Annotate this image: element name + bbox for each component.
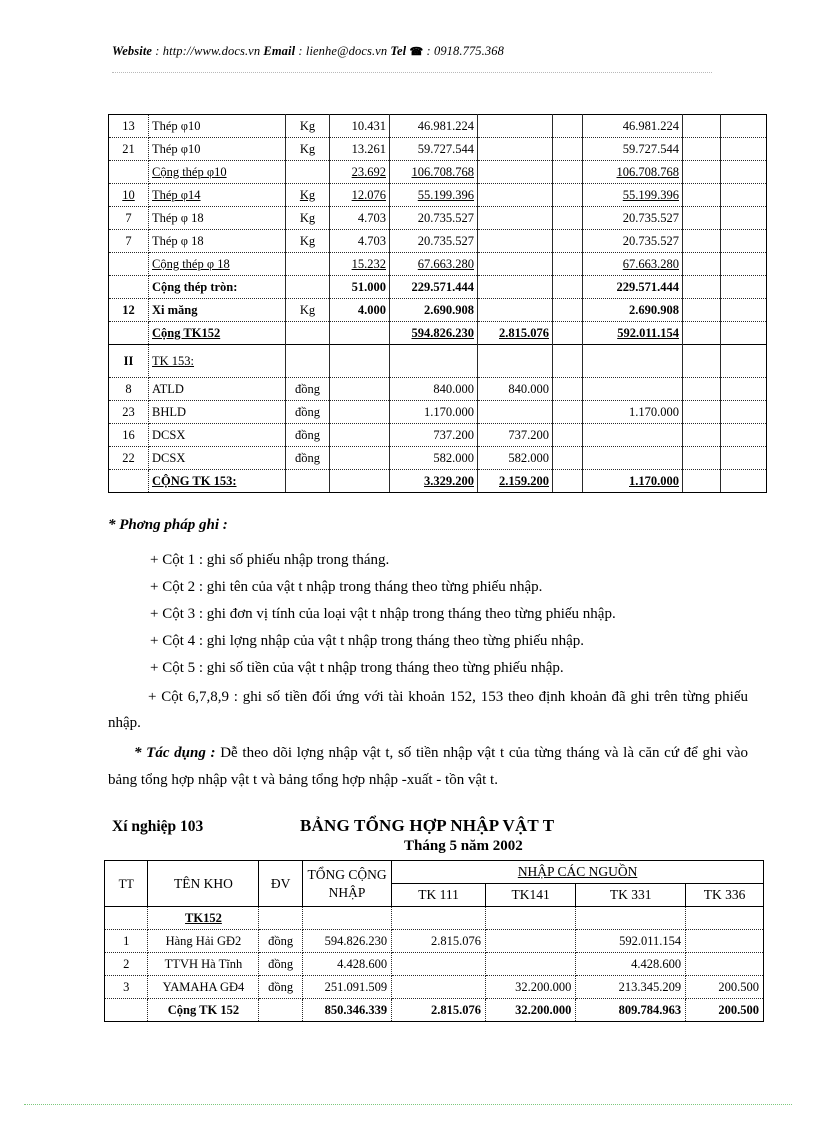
cell-col6 bbox=[478, 207, 553, 230]
table-row bbox=[109, 401, 767, 424]
method-paragraph bbox=[108, 684, 748, 736]
cell-col9 bbox=[683, 115, 721, 138]
cell-tt: 2 bbox=[105, 953, 148, 976]
cell-col6 bbox=[478, 401, 553, 424]
bullet-col-3: + Cột 3 : ghi đơn vị tính của loại vật t nhập trong tháng theo từng phiếu nhập. bbox=[150, 606, 616, 622]
cell-col6 bbox=[478, 184, 553, 207]
header-tk331: TK 331 bbox=[576, 884, 686, 907]
cell-col8: 106.708.768 bbox=[583, 161, 683, 184]
cell-col9 bbox=[683, 207, 721, 230]
group-label-row bbox=[105, 907, 764, 930]
usage-paragraph bbox=[108, 740, 748, 794]
cell-quantity bbox=[330, 447, 390, 470]
cell-amount: 840.000 bbox=[390, 378, 478, 401]
cell-material-name: DCSX bbox=[149, 424, 286, 447]
cell-col8: 46.981.224 bbox=[583, 115, 683, 138]
cell-unit: Kg bbox=[286, 184, 330, 207]
tel-separator: : bbox=[423, 44, 434, 58]
table-row bbox=[105, 930, 764, 953]
table-row bbox=[109, 161, 767, 184]
cell-col6: 582.000 bbox=[478, 447, 553, 470]
summary-table-head bbox=[105, 861, 764, 907]
cell-total: 251.091.509 bbox=[302, 976, 391, 999]
bullet-col-1: + Cột 1 : ghi số phiếu nhập trong tháng. bbox=[150, 552, 390, 568]
cell-amount: 1.170.000 bbox=[390, 401, 478, 424]
cell-col9 bbox=[683, 378, 721, 401]
cell-quantity bbox=[330, 345, 390, 378]
cell-col7 bbox=[553, 424, 583, 447]
cell-col8: 59.727.544 bbox=[583, 138, 683, 161]
cell-col8: 1.170.000 bbox=[583, 470, 683, 493]
cell-material-name: Thép φ14 bbox=[149, 184, 286, 207]
cell-material-name: Thép φ 18 bbox=[149, 207, 286, 230]
cell-amount: 594.826.230 bbox=[390, 322, 478, 345]
website-url: http://www.docs.vn bbox=[162, 44, 261, 58]
cell-row-id: 13 bbox=[109, 115, 149, 138]
method-heading: * Phơng pháp ghi : bbox=[108, 517, 228, 533]
cell-quantity: 4.703 bbox=[330, 207, 390, 230]
cell-col6 bbox=[478, 299, 553, 322]
cell-col10 bbox=[721, 401, 767, 424]
footer-divider bbox=[24, 1104, 792, 1105]
cell-col7 bbox=[553, 184, 583, 207]
cell-empty bbox=[686, 907, 764, 930]
cell-col7 bbox=[553, 345, 583, 378]
cell-col6 bbox=[478, 230, 553, 253]
cell-col10 bbox=[721, 322, 767, 345]
header-total bbox=[302, 861, 391, 907]
table-row bbox=[109, 345, 767, 378]
header-total-line2: NHẬP bbox=[328, 884, 366, 900]
cell-quantity: 4.000 bbox=[330, 299, 390, 322]
summary-table-container bbox=[104, 860, 764, 1022]
cell-unit: đồng bbox=[259, 930, 302, 953]
cell-amount: 229.571.444 bbox=[390, 276, 478, 299]
cell-col10 bbox=[721, 447, 767, 470]
cell-col9 bbox=[683, 470, 721, 493]
cell-quantity: 10.431 bbox=[330, 115, 390, 138]
table-row bbox=[109, 207, 767, 230]
report-subtitle: Tháng 5 năm 2002 bbox=[404, 838, 523, 854]
cell-material-name: Cộng thép φ10 bbox=[149, 161, 286, 184]
cell-col7 bbox=[553, 299, 583, 322]
cell-material-name: CỘNG TK 153: bbox=[149, 470, 286, 493]
cell-empty bbox=[485, 907, 575, 930]
header-total-line1: TỔNG CỘNG bbox=[307, 866, 387, 882]
total-total: 850.346.339 bbox=[302, 999, 391, 1022]
cell-col9 bbox=[683, 138, 721, 161]
cell-col9 bbox=[683, 447, 721, 470]
summary-header-row-1 bbox=[105, 861, 764, 884]
cell-material-name: ATLD bbox=[149, 378, 286, 401]
cell-col7 bbox=[553, 207, 583, 230]
cell-col8: 2.690.908 bbox=[583, 299, 683, 322]
cell-total: 4.428.600 bbox=[302, 953, 391, 976]
cell-col8 bbox=[583, 345, 683, 378]
cell-col6: 2.815.076 bbox=[478, 322, 553, 345]
cell-material-name: Thép φ10 bbox=[149, 138, 286, 161]
header-tk141: TK141 bbox=[485, 884, 575, 907]
telephone-icon: ☎ bbox=[409, 46, 424, 58]
cell-amount: 582.000 bbox=[390, 447, 478, 470]
summary-total-row bbox=[105, 999, 764, 1022]
cell-col7 bbox=[553, 115, 583, 138]
cell-row-id: 16 bbox=[109, 424, 149, 447]
cell-col7 bbox=[553, 322, 583, 345]
cell-col9 bbox=[683, 276, 721, 299]
cell-row-id: 23 bbox=[109, 401, 149, 424]
cell-col7 bbox=[553, 276, 583, 299]
cell-row-id: 12 bbox=[109, 299, 149, 322]
cell-col8: 592.011.154 bbox=[583, 322, 683, 345]
bullet-col-4: + Cột 4 : ghi lợng nhập của vật t nhập trong tháng theo từng phiếu nhập. bbox=[150, 633, 585, 649]
cell-tk336: 200.500 bbox=[686, 976, 764, 999]
cell-col10 bbox=[721, 115, 767, 138]
cell-tk111 bbox=[392, 953, 486, 976]
cell-amount: 59.727.544 bbox=[390, 138, 478, 161]
cell-amount: 20.735.527 bbox=[390, 230, 478, 253]
cell-material-name: Cộng TK152 bbox=[149, 322, 286, 345]
table-row bbox=[109, 470, 767, 493]
cell-col7 bbox=[553, 253, 583, 276]
cell-col8: 229.571.444 bbox=[583, 276, 683, 299]
cell-col7 bbox=[553, 378, 583, 401]
table-row bbox=[109, 447, 767, 470]
email-separator: : bbox=[295, 44, 306, 58]
header-unit: ĐV bbox=[259, 861, 302, 907]
total-tk141: 32.200.000 bbox=[485, 999, 575, 1022]
ledger-table-container bbox=[108, 114, 767, 493]
cell-col8 bbox=[583, 378, 683, 401]
cell-row-id: II bbox=[109, 345, 149, 378]
cell-col8: 67.663.280 bbox=[583, 253, 683, 276]
total-tk331: 809.784.963 bbox=[576, 999, 686, 1022]
table-row bbox=[109, 276, 767, 299]
total-tt bbox=[105, 999, 148, 1022]
cell-material-name: Thép φ 18 bbox=[149, 230, 286, 253]
bullet-col-5: + Cột 5 : ghi số tiền của vật t nhập trong tháng theo từng phiếu nhập. bbox=[150, 660, 564, 676]
cell-col7 bbox=[553, 447, 583, 470]
website-label: Website bbox=[112, 44, 153, 58]
cell-tk111 bbox=[392, 976, 486, 999]
table-row bbox=[109, 138, 767, 161]
cell-col9 bbox=[683, 253, 721, 276]
cell-tt: 1 bbox=[105, 930, 148, 953]
table-row bbox=[109, 184, 767, 207]
cell-material-name: Cộng thép φ 18 bbox=[149, 253, 286, 276]
bullet-col-2: + Cột 2 : ghi tên của vật t nhập trong tháng theo từng phiếu nhập. bbox=[150, 579, 543, 595]
cell-quantity bbox=[330, 322, 390, 345]
cell-unit: đồng bbox=[286, 401, 330, 424]
cell-col7 bbox=[553, 230, 583, 253]
cell-col7 bbox=[553, 470, 583, 493]
cell-col6 bbox=[478, 253, 553, 276]
cell-unit: đồng bbox=[286, 424, 330, 447]
cell-unit bbox=[286, 470, 330, 493]
email-value: lienhe@docs.vn bbox=[305, 44, 388, 58]
cell-col10 bbox=[721, 138, 767, 161]
cell-col6 bbox=[478, 345, 553, 378]
cell-col6: 2.159.200 bbox=[478, 470, 553, 493]
cell-row-id bbox=[109, 161, 149, 184]
cell-quantity bbox=[330, 424, 390, 447]
cell-tk141 bbox=[485, 953, 575, 976]
header-sources-group: NHẬP CÁC NGUỒN bbox=[392, 861, 764, 884]
page-running-header bbox=[112, 44, 712, 59]
cell-tk331: 4.428.600 bbox=[576, 953, 686, 976]
table-row bbox=[109, 378, 767, 401]
cell-col9 bbox=[683, 322, 721, 345]
table-row bbox=[109, 322, 767, 345]
table-row bbox=[109, 253, 767, 276]
cell-col10 bbox=[721, 345, 767, 378]
table-row bbox=[109, 299, 767, 322]
cell-unit: đồng bbox=[286, 378, 330, 401]
cell-col10 bbox=[721, 230, 767, 253]
cell-col6 bbox=[478, 115, 553, 138]
cell-col9 bbox=[683, 184, 721, 207]
usage-text: Dễ theo dõi lợng nhập vật t, số tiền nhập vật t của từng tháng và là căn cứ để ghi vào bảng tổng hợp nhập vật t và bảng tổng hợp nhập -xuất - tồn vật t. bbox=[108, 745, 748, 788]
cell-tk331: 213.345.209 bbox=[576, 976, 686, 999]
table-row bbox=[105, 976, 764, 999]
website-separator: : bbox=[152, 44, 163, 58]
cell-unit: Kg bbox=[286, 115, 330, 138]
cell-quantity: 4.703 bbox=[330, 230, 390, 253]
cell-row-id: 10 bbox=[109, 184, 149, 207]
cell-amount bbox=[390, 345, 478, 378]
cell-quantity: 51.000 bbox=[330, 276, 390, 299]
cell-row-id: 8 bbox=[109, 378, 149, 401]
cell-unit bbox=[286, 276, 330, 299]
cell-col10 bbox=[721, 184, 767, 207]
cell-col9 bbox=[683, 299, 721, 322]
cell-empty bbox=[105, 907, 148, 930]
cell-quantity bbox=[330, 378, 390, 401]
email-label: Email bbox=[263, 44, 296, 58]
cell-col9 bbox=[683, 424, 721, 447]
cell-col10 bbox=[721, 161, 767, 184]
cell-warehouse: TTVH Hà Tĩnh bbox=[148, 953, 259, 976]
cell-total: 594.826.230 bbox=[302, 930, 391, 953]
summary-table bbox=[104, 860, 764, 1022]
cell-unit: Kg bbox=[286, 230, 330, 253]
cell-col8: 55.199.396 bbox=[583, 184, 683, 207]
cell-tt: 3 bbox=[105, 976, 148, 999]
cell-material-name: TK 153: bbox=[149, 345, 286, 378]
group-label-tk152: TK152 bbox=[148, 907, 259, 930]
header-divider bbox=[112, 72, 712, 73]
cell-quantity: 12.076 bbox=[330, 184, 390, 207]
cell-col6: 737.200 bbox=[478, 424, 553, 447]
cell-amount: 20.735.527 bbox=[390, 207, 478, 230]
cell-col9 bbox=[683, 161, 721, 184]
cell-row-id bbox=[109, 276, 149, 299]
cell-tk141: 32.200.000 bbox=[485, 976, 575, 999]
header-tk336: TK 336 bbox=[686, 884, 764, 907]
cell-quantity: 13.261 bbox=[330, 138, 390, 161]
cell-row-id: 7 bbox=[109, 230, 149, 253]
cell-tk336 bbox=[686, 953, 764, 976]
cell-unit: đồng bbox=[259, 976, 302, 999]
cell-quantity: 23.692 bbox=[330, 161, 390, 184]
cell-empty bbox=[259, 907, 302, 930]
header-warehouse: TÊN KHO bbox=[148, 861, 259, 907]
cell-material-name: Xi măng bbox=[149, 299, 286, 322]
cell-unit bbox=[286, 161, 330, 184]
table-row bbox=[109, 115, 767, 138]
cell-col6 bbox=[478, 161, 553, 184]
usage-label: * Tác dụng : bbox=[134, 745, 216, 761]
cell-unit: Kg bbox=[286, 207, 330, 230]
cell-row-id bbox=[109, 470, 149, 493]
cell-col6 bbox=[478, 276, 553, 299]
cell-row-id: 22 bbox=[109, 447, 149, 470]
method-paragraph-text: + Cột 6,7,8,9 : ghi số tiền đối ứng với tài khoản 152, 153 theo định khoản đã ghi trên từng phiếu nhập. bbox=[108, 689, 748, 731]
cell-warehouse: Hàng Hải GĐ2 bbox=[148, 930, 259, 953]
cell-empty bbox=[576, 907, 686, 930]
table-row bbox=[109, 230, 767, 253]
table-row bbox=[105, 953, 764, 976]
cell-col10 bbox=[721, 378, 767, 401]
ledger-table bbox=[108, 114, 767, 493]
cell-col6 bbox=[478, 138, 553, 161]
cell-col8: 1.170.000 bbox=[583, 401, 683, 424]
cell-amount: 55.199.396 bbox=[390, 184, 478, 207]
cell-col10 bbox=[721, 207, 767, 230]
cell-col9 bbox=[683, 345, 721, 378]
cell-col8: 20.735.527 bbox=[583, 230, 683, 253]
cell-col6: 840.000 bbox=[478, 378, 553, 401]
tel-label: Tel bbox=[390, 44, 407, 58]
cell-quantity: 15.232 bbox=[330, 253, 390, 276]
cell-col9 bbox=[683, 230, 721, 253]
cell-material-name: BHLD bbox=[149, 401, 286, 424]
cell-amount: 46.981.224 bbox=[390, 115, 478, 138]
cell-row-id bbox=[109, 322, 149, 345]
total-unit bbox=[259, 999, 302, 1022]
cell-col7 bbox=[553, 138, 583, 161]
cell-col7 bbox=[553, 161, 583, 184]
cell-material-name: Cộng thép tròn: bbox=[149, 276, 286, 299]
enterprise-name: Xí nghiệp 103 bbox=[112, 818, 204, 835]
cell-tk141 bbox=[485, 930, 575, 953]
cell-unit bbox=[286, 322, 330, 345]
cell-amount: 737.200 bbox=[390, 424, 478, 447]
cell-amount: 3.329.200 bbox=[390, 470, 478, 493]
cell-unit: Kg bbox=[286, 299, 330, 322]
cell-col10 bbox=[721, 299, 767, 322]
cell-row-id: 21 bbox=[109, 138, 149, 161]
cell-unit: đồng bbox=[259, 953, 302, 976]
cell-amount: 106.708.768 bbox=[390, 161, 478, 184]
cell-col9 bbox=[683, 401, 721, 424]
cell-row-id: 7 bbox=[109, 207, 149, 230]
cell-tk336 bbox=[686, 930, 764, 953]
cell-warehouse: YAMAHA GĐ4 bbox=[148, 976, 259, 999]
cell-col10 bbox=[721, 470, 767, 493]
cell-amount: 67.663.280 bbox=[390, 253, 478, 276]
cell-quantity bbox=[330, 401, 390, 424]
tel-value: 0918.775.368 bbox=[433, 44, 504, 58]
cell-row-id bbox=[109, 253, 149, 276]
cell-unit: đồng bbox=[286, 447, 330, 470]
cell-quantity bbox=[330, 470, 390, 493]
table-row bbox=[109, 424, 767, 447]
cell-unit: Kg bbox=[286, 138, 330, 161]
cell-empty bbox=[302, 907, 391, 930]
cell-col10 bbox=[721, 424, 767, 447]
cell-tk331: 592.011.154 bbox=[576, 930, 686, 953]
cell-unit bbox=[286, 345, 330, 378]
cell-col8 bbox=[583, 447, 683, 470]
total-tk111: 2.815.076 bbox=[392, 999, 486, 1022]
total-warehouse: Cộng TK 152 bbox=[148, 999, 259, 1022]
total-tk336: 200.500 bbox=[686, 999, 764, 1022]
header-tt: TT bbox=[105, 861, 148, 907]
cell-material-name: DCSX bbox=[149, 447, 286, 470]
report-title: BẢNG TỔNG HỢP NHẬP VẬT T bbox=[300, 816, 555, 835]
cell-unit bbox=[286, 253, 330, 276]
cell-col10 bbox=[721, 253, 767, 276]
header-tk111: TK 111 bbox=[392, 884, 486, 907]
cell-col8: 20.735.527 bbox=[583, 207, 683, 230]
cell-col10 bbox=[721, 276, 767, 299]
cell-col7 bbox=[553, 401, 583, 424]
cell-material-name: Thép φ10 bbox=[149, 115, 286, 138]
cell-amount: 2.690.908 bbox=[390, 299, 478, 322]
cell-empty bbox=[392, 907, 486, 930]
cell-tk111: 2.815.076 bbox=[392, 930, 486, 953]
cell-col8 bbox=[583, 424, 683, 447]
